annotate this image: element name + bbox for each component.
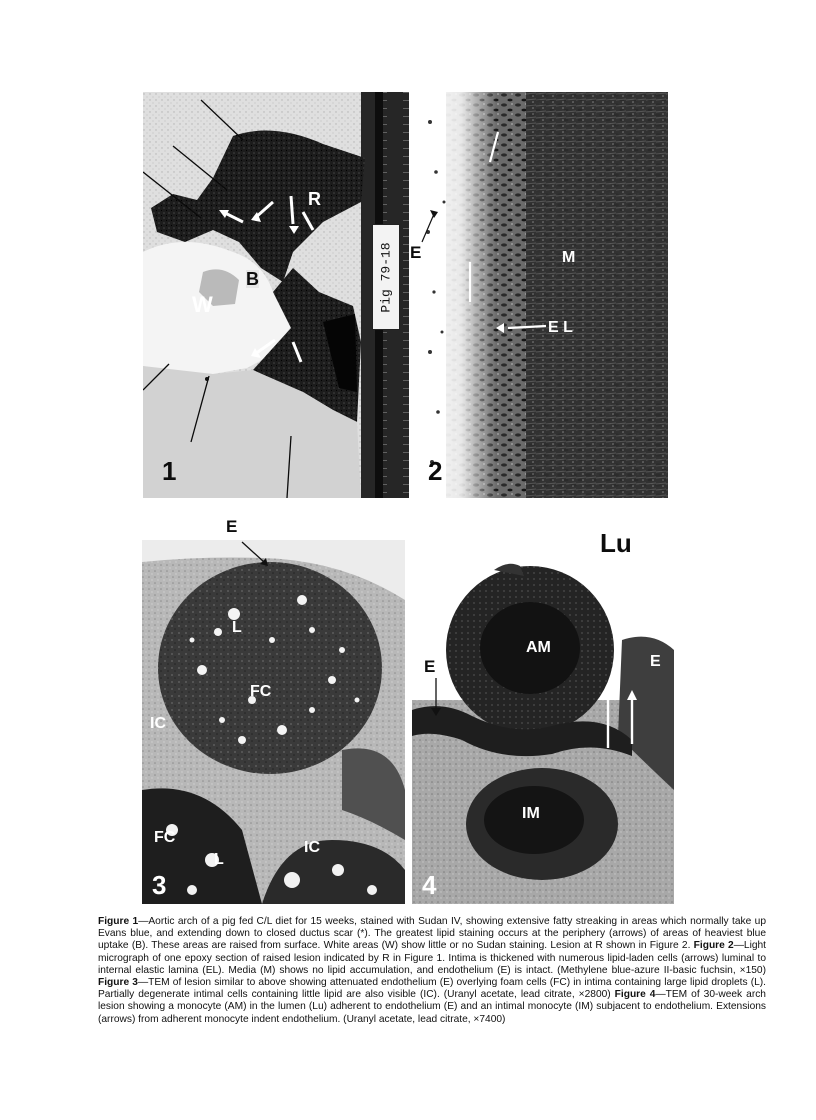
fig3-label-IC2: IC <box>304 839 320 856</box>
caption-fig4-text: —TEM of 30-week arch lesion showing a monocyte (AM) in the lumen (Lu) adherent to endothelium (E) and an intimal monocyte (IM) subjacent to endothelium. Extensions (arrows) from adherent monocyte indent endothelium. (Uranyl acetate, lead citrate, ×7400) <box>98 989 766 1025</box>
fig3-label-E: E <box>226 517 238 536</box>
specimen-tag <box>372 224 400 330</box>
caption-fig2-head: Figure 2 <box>693 940 734 952</box>
caption-fig3-text: —TEM of lesion similar to above showing attenuated endothelium (E) overlying foam cells (FC) in intima containing large lipid droplets (L). Partially degenerate intimal cells containing little lipid are also visible (IC). (Uranyl acetate, lead citrate, ×2800) <box>98 977 766 1001</box>
fig2-label-E: E <box>410 243 422 262</box>
fig2-label-EL: E L <box>548 319 573 336</box>
figure-4-number: 4 <box>422 870 437 900</box>
caption-fig3-head: Figure 3 <box>98 977 138 989</box>
fig1-label-W: W <box>192 292 213 317</box>
specimen-tag-text: Pig 79-18 <box>378 241 394 313</box>
fig3-label-FC1: FC <box>250 683 272 700</box>
figure-caption <box>98 916 766 1026</box>
fig3-label-L2: L <box>214 851 224 868</box>
fig4-label-AM: AM <box>526 639 551 656</box>
caption-fig2-text: —Light micrograph of one epoxy section of raised lesion indicated by R in Figure 1. Intima is thickened with numerous lipid-laden cells (arrows) luminal to internal elastic lamina (EL). Media (M) shows no lipid accumulation, and endothelium (E) is intact. (Methylene blue-azure II-basic fuchsin, ×150) <box>98 940 766 976</box>
figure-3-number: 3 <box>152 870 167 900</box>
fig4-label-E2: E <box>650 653 661 670</box>
fig3-label-L1: L <box>232 619 242 636</box>
figure-4-tem <box>412 540 674 904</box>
caption-fig1-text: —Aortic arch of a pig fed C/L diet for 15 weeks, stained with Sudan IV, showing extensive fatty streaking in areas which normally take up Evans blue, and extending down to closed ductus scar (*). The greatest lipid staining occurs at the periphery (arrows) of areas of heaviest blue uptake (B). These areas are raised from surface. White areas (W) show little or no Sudan staining. Lesion at R shown in Figure 2. <box>98 916 766 952</box>
fig3-label-FC2: FC <box>154 829 176 846</box>
fig1-label-R: R <box>308 189 321 209</box>
fig3-label-IC1: IC <box>150 715 166 732</box>
fig4-label-IM: IM <box>522 805 540 822</box>
fig4-label-E1: E <box>424 657 436 676</box>
figure-2-number: 2 <box>428 456 443 486</box>
figure-1-number: 1 <box>162 456 177 486</box>
figure-3-tem <box>142 540 405 904</box>
figure-2-micrograph <box>416 92 668 498</box>
fig1-label-B: B <box>246 269 259 289</box>
fig2-label-M: M <box>562 249 576 266</box>
figure-1-photo <box>143 92 409 498</box>
caption-fig4-head: Figure 4 <box>614 989 656 1001</box>
fig4-label-Lu: Lu <box>600 528 632 558</box>
caption-fig1-head: Figure 1 <box>98 916 139 927</box>
